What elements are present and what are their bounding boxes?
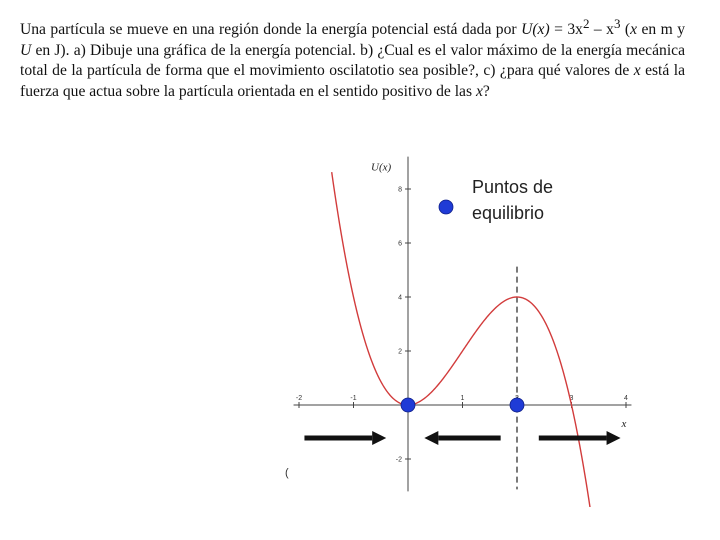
y-tick-label: 4 xyxy=(398,294,402,302)
units-end: en J). a) Dibuje una gráfica de la energía potencial. b) ¿Cual es el valor máximo de la energía mecánica total de la partícula de forma que el movimiento oscilatotio sea posible?, c) ¿para qué valores de xyxy=(20,41,685,80)
force-arrow-head xyxy=(372,431,386,445)
y-axis-label: U(x) xyxy=(371,161,392,174)
marks xyxy=(285,398,621,479)
y-tick-label: 6 xyxy=(398,240,402,248)
legend-label-line-1: Puntos de xyxy=(472,177,554,197)
x-symbol-2: x xyxy=(633,62,641,80)
x-tick-label: -2 xyxy=(295,395,303,402)
x-tick-label: 3 xyxy=(569,395,574,402)
paren-open: ( xyxy=(620,21,631,39)
x-symbol-3: x xyxy=(475,82,483,100)
equilibrium-point xyxy=(510,398,524,412)
legend xyxy=(439,177,553,223)
x-tick-label: -1 xyxy=(350,395,357,402)
force-arrow-right xyxy=(304,431,386,445)
stray-paren: ( xyxy=(285,467,289,479)
legend-marker xyxy=(439,200,453,214)
x-symbol: x xyxy=(630,21,638,39)
axes xyxy=(294,157,632,492)
equilibrium-point xyxy=(401,398,415,412)
x-tick-label: 1 xyxy=(460,395,465,402)
x-axis-label: x xyxy=(621,418,627,430)
y-tick-label: 2 xyxy=(398,348,402,356)
force-arrow-head xyxy=(424,431,438,445)
force-arrow-head xyxy=(607,431,621,445)
potential-energy-curve xyxy=(332,172,626,540)
equation-part-1: = 3x xyxy=(549,21,583,39)
exponent-2: 2 xyxy=(582,16,590,31)
u-symbol: U xyxy=(20,41,32,59)
problem-text-4: ? xyxy=(482,82,490,100)
curve-layer xyxy=(332,172,626,540)
units-mid: en m y xyxy=(637,21,686,39)
problem-text-3: está la fuerza que actua sobre la partícula orientada en el sentido positivo de las xyxy=(20,62,686,100)
problem-text-1: Una partícula se mueve en una región donde la energía potencial está dada por xyxy=(20,21,517,39)
y-tick-label: -2 xyxy=(395,456,402,464)
equation-part-2: – x xyxy=(589,21,614,39)
force-arrow-left xyxy=(424,431,500,445)
y-tick-label: 8 xyxy=(398,186,402,194)
x-tick-label: 4 xyxy=(624,395,628,402)
legend-label-line-2: equilibrio xyxy=(472,203,545,223)
u-function: U(x) xyxy=(521,21,550,39)
exponent-3: 3 xyxy=(613,16,621,31)
